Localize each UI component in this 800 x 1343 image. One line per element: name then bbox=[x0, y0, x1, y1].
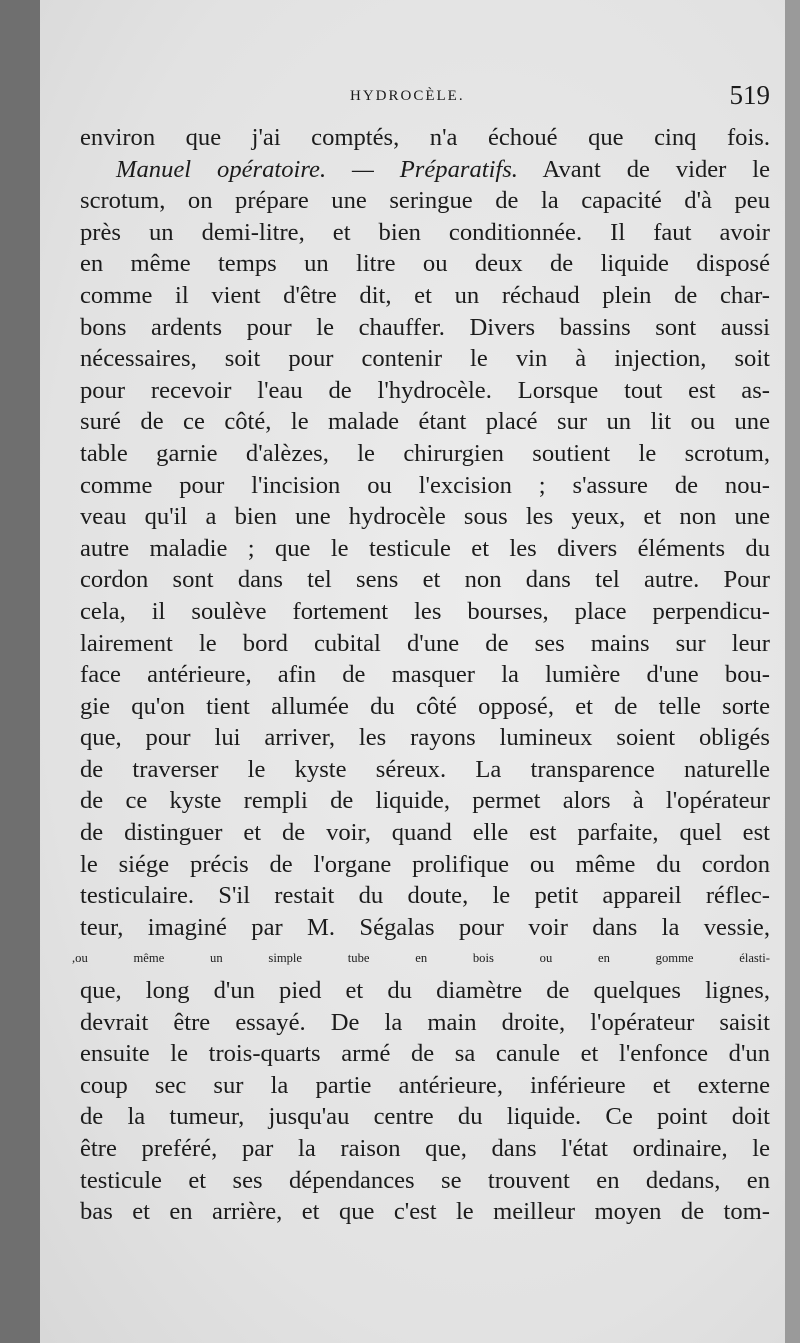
text-line bbox=[80, 1070, 770, 1102]
line-text: environ que j'ai comptés, n'a échoué que cinq fois. bbox=[80, 124, 770, 151]
text-line bbox=[80, 470, 770, 502]
text-line bbox=[80, 975, 770, 1007]
line-text: face antérieure, afin de masquer la lumière d'une bou- bbox=[80, 661, 770, 689]
text-line bbox=[80, 501, 770, 533]
text-line bbox=[80, 722, 770, 754]
page-header bbox=[80, 80, 770, 116]
running-head: HYDROCÈLE. bbox=[350, 88, 465, 104]
text-line bbox=[80, 628, 770, 660]
text-line bbox=[80, 849, 770, 881]
line-text: nécessaires, soit pour contenir le vin à injection, soit bbox=[80, 345, 770, 373]
text-line bbox=[80, 343, 770, 375]
text-line bbox=[80, 154, 770, 186]
text-line bbox=[80, 659, 770, 691]
line-text: en même temps un litre ou deux de liquide disposé bbox=[80, 250, 770, 278]
text-line bbox=[80, 438, 770, 470]
line-text: testiculaire. S'il restait du doute, le petit appareil réflec- bbox=[80, 882, 770, 910]
line-text: suré de ce côté, le malade étant placé sur un lit ou une bbox=[80, 408, 770, 436]
line-text: ensuite le trois-quarts armé de sa canule et l'enfonce d'un bbox=[80, 1040, 770, 1068]
line-text: lairement le bord cubital d'une de ses mains sur leur bbox=[80, 629, 770, 657]
line-text: que, pour lui arriver, les rayons lumineux soient obligés bbox=[80, 724, 770, 752]
page-number: 519 bbox=[729, 80, 770, 110]
body-text bbox=[72, 122, 770, 1228]
text-line bbox=[80, 1101, 770, 1133]
line-text: bons ardents pour le chauffer. Divers bassins sont aussi bbox=[80, 313, 770, 341]
line-text: pour recevoir l'eau de l'hydrocèle. Lorsque tout est as- bbox=[80, 376, 770, 404]
text-line bbox=[80, 185, 770, 217]
line-text: le siége précis de l'organe prolifique ou même du cordon bbox=[80, 850, 770, 878]
line-text: Avant de vider le bbox=[517, 155, 770, 183]
line-text: de la tumeur, jusqu'au centre du liquide. Ce point doit bbox=[80, 1103, 770, 1131]
line-text: testicule et ses dépendances se trouvent en dedans, en bbox=[80, 1166, 770, 1194]
text-line bbox=[80, 817, 770, 849]
text-line bbox=[80, 564, 770, 596]
line-text: cordon sont dans tel sens et non dans tel autre. Pour bbox=[80, 566, 770, 594]
text-line bbox=[80, 880, 770, 912]
text-line bbox=[80, 122, 770, 154]
text-line bbox=[80, 596, 770, 628]
line-text: table garnie d'alèzes, le chirurgien soutient le scrotum, bbox=[80, 439, 770, 467]
text-line bbox=[80, 691, 770, 723]
line-text: près un demi-litre, et bien conditionnée. Il faut avoir bbox=[80, 218, 770, 246]
text-line bbox=[80, 1165, 770, 1197]
line-text: cela, il soulève fortement les bourses, place perpendicu- bbox=[80, 597, 770, 625]
text-line bbox=[80, 375, 770, 407]
line-text: coup sec sur la partie antérieure, inférieure et externe bbox=[80, 1071, 770, 1099]
line-text: teur, imaginé par M. Ségalas pour voir dans la vessie, bbox=[80, 913, 770, 941]
line-text: de ce kyste rempli de liquide, permet alors à l'opérateur bbox=[80, 787, 770, 815]
page-edge bbox=[785, 0, 800, 1343]
line-text: bas et en arrière, et que c'est le meilleur moyen de tom- bbox=[80, 1198, 770, 1226]
text-line bbox=[80, 406, 770, 438]
line-text: autre maladie ; que le testicule et les divers éléments du bbox=[80, 534, 770, 562]
text-line bbox=[80, 248, 770, 280]
text-line bbox=[80, 785, 770, 817]
text-line bbox=[80, 1007, 770, 1039]
line-text: scrotum, on prépare une seringue de la capacité d'à peu bbox=[80, 187, 770, 215]
line-text: que, long d'un pied et du diamètre de quelques lignes, bbox=[80, 977, 770, 1005]
line-text: veau qu'il a bien une hydrocèle sous les yeux, et non une bbox=[80, 503, 770, 531]
text-line bbox=[80, 217, 770, 249]
text-line bbox=[80, 912, 770, 944]
line-text: devrait être essayé. De la main droite, l'opérateur saisit bbox=[80, 1008, 770, 1036]
line-text: gie qu'on tient allumée du côté opposé, et de telle sorte bbox=[80, 692, 770, 720]
text-line bbox=[80, 533, 770, 565]
text-line bbox=[80, 754, 770, 786]
line-text: comme il vient d'être dit, et un réchaud plein de char- bbox=[80, 281, 770, 309]
line-text: de traverser le kyste séreux. La transparence naturelle bbox=[80, 755, 770, 783]
text-line bbox=[80, 280, 770, 312]
line-text: ,ou même un simple tube en bois ou en gomme élasti- bbox=[72, 951, 770, 966]
line-text: être preféré, par la raison que, dans l'état ordinaire, le bbox=[80, 1135, 770, 1162]
text-line bbox=[80, 312, 770, 344]
section-heading-italic: Manuel opératoire. — Préparatifs. bbox=[116, 155, 518, 183]
text-line bbox=[72, 943, 770, 975]
line-text: comme pour l'incision ou l'excision ; s'assure de nou- bbox=[80, 471, 770, 499]
text-line bbox=[80, 1133, 770, 1165]
text-line bbox=[80, 1038, 770, 1070]
text-line bbox=[80, 1196, 770, 1228]
line-text: de distinguer et de voir, quand elle est parfaite, quel est bbox=[80, 819, 770, 847]
